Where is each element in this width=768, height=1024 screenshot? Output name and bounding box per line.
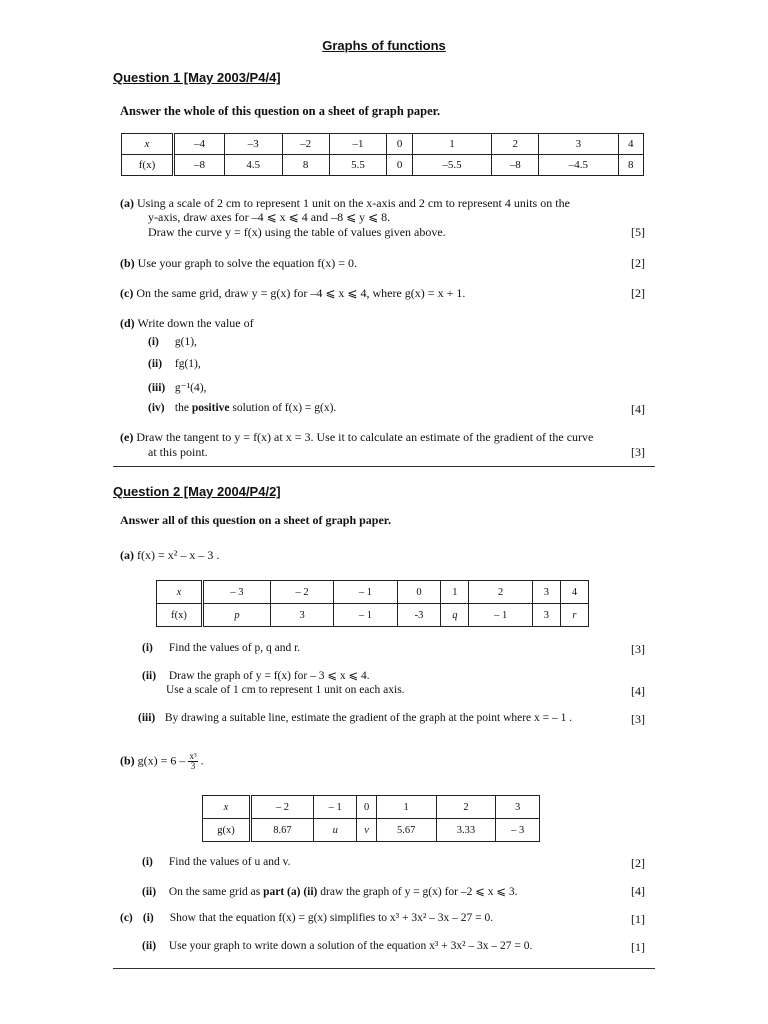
sub-text: By drawing a suitable line, estimate the gradient of the graph at the point where x = – 1 .: [164, 712, 573, 724]
q1-part-a-line3: Draw the curve y = f(x) using the table of values given above.: [148, 225, 446, 239]
table-cell: 3.33: [436, 819, 496, 842]
part-label: (c): [120, 286, 134, 300]
sub-label: (ii): [142, 886, 157, 898]
q1-part-c: [120, 286, 465, 301]
table-cell: x: [157, 581, 203, 604]
table-cell: 3: [532, 581, 560, 604]
part-label: (b): [120, 256, 135, 270]
marks-label: [3]: [631, 712, 645, 726]
table-cell: – 3: [203, 581, 271, 604]
table-cell: –3: [224, 134, 282, 155]
q2-part-b-i: [142, 856, 290, 868]
table-cell: 1: [412, 134, 491, 155]
q1-part-a-line2: y-axis, draw axes for –4 ⩽ x ⩽ 4 and –8 ⩽ y ⩽ 8.: [148, 210, 391, 224]
part-text: On the same grid, draw y = g(x) for –4 ⩽ x ⩽ 4, where g(x) = x + 1.: [136, 286, 466, 300]
part-label: (c): [120, 912, 133, 924]
fraction-denominator: 3: [190, 761, 196, 771]
function-definition: f(x) = x² – x – 3 .: [137, 548, 220, 562]
table-row: [157, 581, 589, 604]
q1-part-e: [120, 430, 650, 445]
table-cell: 0: [387, 155, 412, 176]
sub-text: the: [174, 402, 189, 414]
table-cell: 1: [376, 796, 436, 819]
table-cell: f(x): [157, 604, 203, 627]
part-text: Write down the value of: [137, 316, 254, 330]
table-cell: – 1: [334, 581, 397, 604]
table-cell: –8: [492, 155, 539, 176]
part-label: (e): [120, 430, 134, 444]
q1-part-a: [120, 196, 650, 211]
part-label: (d): [120, 316, 135, 330]
sub-text: Show that the equation f(x) = g(x) simplifies to x³ + 3x² – 3x – 27 = 0.: [169, 912, 494, 924]
table-cell: 4.5: [224, 155, 282, 176]
marks-label: [5]: [631, 225, 645, 239]
table-cell: 2: [436, 796, 496, 819]
sub-text: fg(1),: [174, 358, 201, 370]
table-cell: 2: [469, 581, 532, 604]
sub-label: (ii): [142, 940, 157, 952]
table-cell: – 2: [270, 581, 333, 604]
table-cell: 3: [496, 796, 540, 819]
part-text: Draw the tangent to y = f(x) at x = 3. Use it to calculate an estimate of the gradient of the curve: [136, 430, 594, 444]
table-cell: – 1: [334, 604, 397, 627]
question-2-heading: Question 2 [May 2004/P4/2]: [113, 484, 281, 499]
table-cell: q: [441, 604, 469, 627]
table-row: [203, 796, 540, 819]
marks-label: [1]: [631, 912, 645, 926]
sub-label: (i): [142, 912, 154, 924]
table-cell: –2: [282, 134, 329, 155]
sub-label: (i): [148, 336, 159, 348]
part-text: Use your graph to solve the equation f(x) = 0.: [137, 256, 358, 270]
q1-values-table: [121, 133, 644, 176]
table-cell: 8: [618, 155, 643, 176]
marks-label: [4]: [631, 884, 645, 898]
table-cell: 5.5: [329, 155, 387, 176]
sub-label: (iii): [138, 712, 156, 724]
q2-part-c-ii: [142, 940, 532, 952]
q2-part-c-i: [120, 912, 493, 924]
page-title: Graphs of functions: [322, 38, 446, 53]
question-2-instruction: Answer all of this question on a sheet of graph paper.: [120, 513, 392, 527]
table-cell: –5.5: [412, 155, 491, 176]
sub-text: draw the graph of y = g(x) for –2 ⩽ x ⩽ 3.: [320, 886, 518, 898]
table-cell: – 3: [496, 819, 540, 842]
question-1-instruction: Answer the whole of this question on a sheet of graph paper.: [120, 104, 441, 118]
table-cell: 0: [397, 581, 441, 604]
table-cell: 3: [270, 604, 333, 627]
q2-part-b: [120, 752, 204, 771]
table-cell: 8.67: [251, 819, 314, 842]
sub-text: On the same grid as: [168, 886, 261, 898]
q1-part-d-i: [148, 336, 197, 348]
marks-label: [4]: [631, 684, 645, 698]
q2-part-b-ii: [142, 884, 518, 898]
q1-part-d: [120, 316, 254, 331]
table-cell: v: [357, 819, 376, 842]
part-text: Using a scale of 2 cm to represent 1 unit on the x-axis and 2 cm to represent 4 units on the: [137, 196, 570, 210]
q2-part-a-ii: [142, 668, 370, 682]
table-cell: – 1: [469, 604, 532, 627]
function-definition: g(x) = 6 –: [137, 753, 186, 768]
table-cell: x: [203, 796, 251, 819]
table-cell: –8: [174, 155, 225, 176]
table-cell: g(x): [203, 819, 251, 842]
sub-text: Use your graph to write down a solution of the equation x³ + 3x² – 3x – 27 = 0.: [168, 940, 533, 952]
part-label: (a): [120, 196, 134, 210]
sub-label: (i): [142, 642, 153, 654]
q2-part-a-ii-line2: Use a scale of 1 cm to represent 1 unit on each axis.: [166, 684, 405, 696]
table-cell: –4: [174, 134, 225, 155]
table-cell: 1: [441, 581, 469, 604]
table-cell: 3: [532, 604, 560, 627]
table-cell: 5.67: [376, 819, 436, 842]
q1-part-d-iii: [148, 380, 206, 394]
q1-part-d-ii: [148, 358, 201, 370]
divider: [113, 466, 655, 467]
sub-label: (i): [142, 856, 153, 868]
divider: [113, 968, 655, 969]
fraction: [188, 752, 197, 771]
table-cell: 0: [357, 796, 376, 819]
q1-part-d-iv: [148, 402, 336, 414]
marks-label: [3]: [631, 642, 645, 656]
table-row: [122, 134, 644, 155]
sub-text: Draw the graph of y = f(x) for – 3 ⩽ x ⩽ 4.: [168, 670, 370, 682]
table-cell: 4: [618, 134, 643, 155]
sub-text-bold: part (a) (ii): [263, 886, 318, 898]
q1-part-e-line2: at this point.: [148, 445, 208, 459]
sub-text-bold: positive: [191, 402, 230, 414]
q1-part-b: [120, 256, 357, 271]
sub-text: Find the values of p, q and r.: [168, 642, 301, 654]
sub-text: Find the values of u and v.: [168, 856, 291, 868]
sub-label: (ii): [148, 358, 163, 370]
table-cell: –4.5: [539, 155, 618, 176]
q2-part-a-iii: [138, 712, 572, 724]
q2-part-a: [120, 548, 219, 563]
sub-label: (ii): [142, 670, 157, 682]
table-cell: r: [560, 604, 588, 627]
table-cell: 0: [387, 134, 412, 155]
part-label: (b): [120, 753, 135, 768]
marks-label: [4]: [631, 402, 645, 416]
table-cell: – 2: [251, 796, 314, 819]
table-cell: x: [122, 134, 174, 155]
table-cell: -3: [397, 604, 441, 627]
table-cell: 8: [282, 155, 329, 176]
question-1-heading: Question 1 [May 2003/P4/4]: [113, 70, 281, 85]
q2b-values-table: [202, 795, 540, 842]
sub-label: (iv): [148, 402, 165, 414]
marks-label: [2]: [631, 856, 645, 870]
sub-label: (iii): [148, 382, 166, 394]
table-cell: 2: [492, 134, 539, 155]
table-cell: u: [313, 819, 357, 842]
part-label: (a): [120, 548, 134, 562]
table-cell: – 1: [313, 796, 357, 819]
q2a-values-table: [156, 580, 589, 627]
sub-text: solution of f(x) = g(x).: [232, 402, 337, 414]
marks-label: [2]: [631, 256, 645, 270]
function-definition-end: .: [200, 753, 204, 768]
q2-part-a-i: [142, 642, 300, 654]
table-cell: 3: [539, 134, 618, 155]
table-row: [157, 604, 589, 627]
marks-label: [2]: [631, 286, 645, 300]
table-row: [203, 819, 540, 842]
table-cell: –1: [329, 134, 387, 155]
marks-label: [3]: [631, 445, 645, 459]
marks-label: [1]: [631, 940, 645, 954]
table-cell: f(x): [122, 155, 174, 176]
sub-text: g⁻¹(4),: [174, 382, 207, 394]
table-cell: 4: [560, 581, 588, 604]
table-cell: p: [203, 604, 271, 627]
table-row: [122, 155, 644, 176]
sub-text: g(1),: [174, 336, 197, 348]
fraction-numerator: x³: [189, 751, 197, 761]
